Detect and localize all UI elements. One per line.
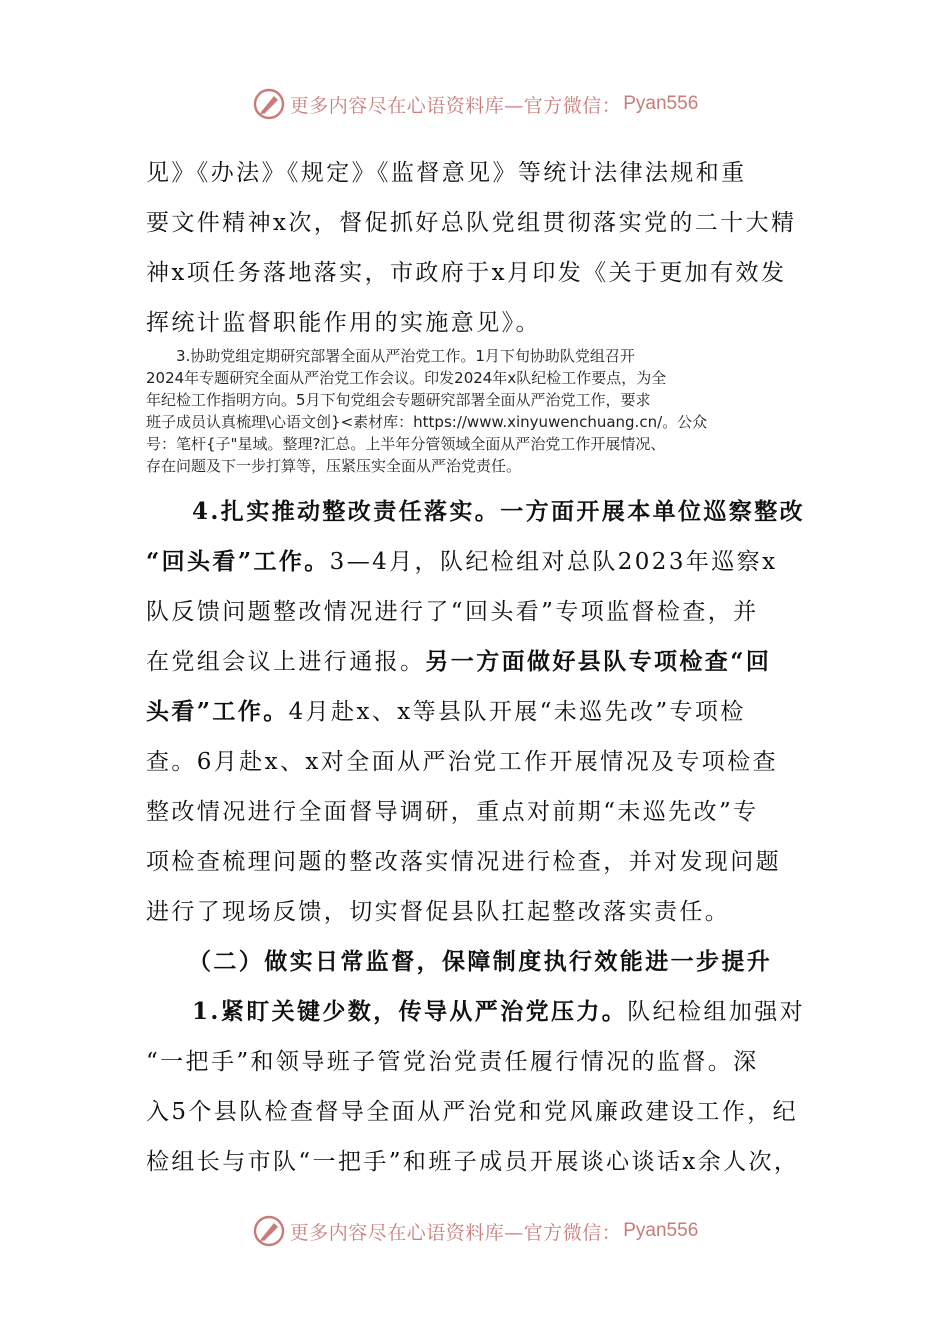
watermark-header bbox=[0, 84, 950, 124]
text-line: 进行了现场反馈，切实督促县队扛起整改落实责任。 bbox=[146, 899, 731, 925]
text-line: “一把手”和领导班子管党治党责任履行情况的监督。深 bbox=[146, 1049, 759, 1075]
document-body bbox=[146, 148, 826, 1187]
small-line: 号：笔杆{子"星域。整理?汇总。上半年分管领域全面从严治党工作开展情况、 bbox=[146, 435, 666, 453]
text-line: 见》《办法》《规定》《监督意见》等统计法律法规和重 bbox=[146, 160, 747, 186]
bold-text: 头看”工作。 bbox=[146, 698, 289, 725]
small-line: 存在问题及下一步打算等，压紧压实全面从严治党责任。 bbox=[146, 457, 522, 475]
text-line bbox=[146, 987, 826, 1037]
text-line: 挥统计监督职能作用的实施意见》。 bbox=[146, 310, 541, 336]
small-paragraph bbox=[146, 345, 826, 477]
text-line bbox=[146, 537, 826, 587]
bold-text: “回头看”工作。 bbox=[146, 548, 330, 575]
pen-nib-logo-icon bbox=[252, 1214, 286, 1248]
text-line: 项检查梳理问题的整改落实情况进行检查，并对发现问题 bbox=[146, 849, 781, 875]
text-span: 在党组会议上进行通报。 bbox=[146, 649, 426, 675]
text-line bbox=[146, 637, 826, 687]
text-line: 队反馈问题整改情况进行了“回头看”专项监督检查，并 bbox=[146, 599, 759, 625]
text-span: 4月赴x、x等县队开展“未巡先改”专项检 bbox=[288, 699, 746, 725]
section-heading: （二）做实日常监督，保障制度执行效能进一步提升 bbox=[188, 948, 773, 975]
small-line: 3.协助党组定期研究部署全面从严治党工作。1月下旬协助队党组召开 bbox=[176, 347, 635, 365]
text-line: 查。6月赴x、x对全面从严治党工作开展情况及专项检查 bbox=[146, 749, 778, 775]
text-span: 队纪检组加强对 bbox=[627, 999, 806, 1025]
text-span: 3—4月，队纪检组对总队2023年巡察x bbox=[329, 549, 778, 575]
small-line: 年纪检工作指明方向。5月下旬党组会专题研究部署全面从严治党工作，要求 bbox=[146, 391, 651, 409]
watermark-footer bbox=[0, 1211, 950, 1251]
watermark-text: 更多内容尽在心语资料库—官方微信： bbox=[289, 1221, 622, 1244]
watermark-wechat-id: Pyan556 bbox=[623, 93, 699, 114]
text-line: 神x项任务落地落实，市政府于x月印发《关于更加有效发 bbox=[146, 260, 787, 286]
text-line bbox=[146, 687, 826, 737]
bold-heading: 1.紧盯关键少数，传导从严治党压力。 bbox=[192, 998, 628, 1025]
pen-nib-logo-icon bbox=[252, 87, 286, 121]
bold-heading: 4.扎实推动整改责任落实。一方面开展本单位巡察整改 bbox=[192, 498, 806, 525]
text-line: 入5个县队检查督导全面从严治党和党风廉政建设工作，纪 bbox=[146, 1099, 799, 1125]
watermark-text: 更多内容尽在心语资料库—官方微信： bbox=[289, 94, 622, 117]
text-line: 要文件精神x次，督促抓好总队党组贯彻落实党的二十大精 bbox=[146, 210, 797, 236]
bold-text: 另一方面做好县队专项检查“回 bbox=[425, 648, 772, 675]
small-line: 2024年专题研究全面从严治党工作会议。印发2024年x队纪检工作要点，为全 bbox=[146, 369, 667, 387]
text-line: 整改情况进行全面督导调研，重点对前期“未巡先改”专 bbox=[146, 799, 759, 825]
text-line: 检组长与市队“一把手”和班子成员开展谈心谈话x余人次， bbox=[146, 1149, 800, 1175]
small-line: 班子成员认真梳理\心语文创}<素材库：https://www.xinyuwenchuang.cn/。公众 bbox=[146, 413, 708, 431]
text-line bbox=[146, 487, 826, 537]
watermark-wechat-id: Pyan556 bbox=[623, 1220, 699, 1241]
